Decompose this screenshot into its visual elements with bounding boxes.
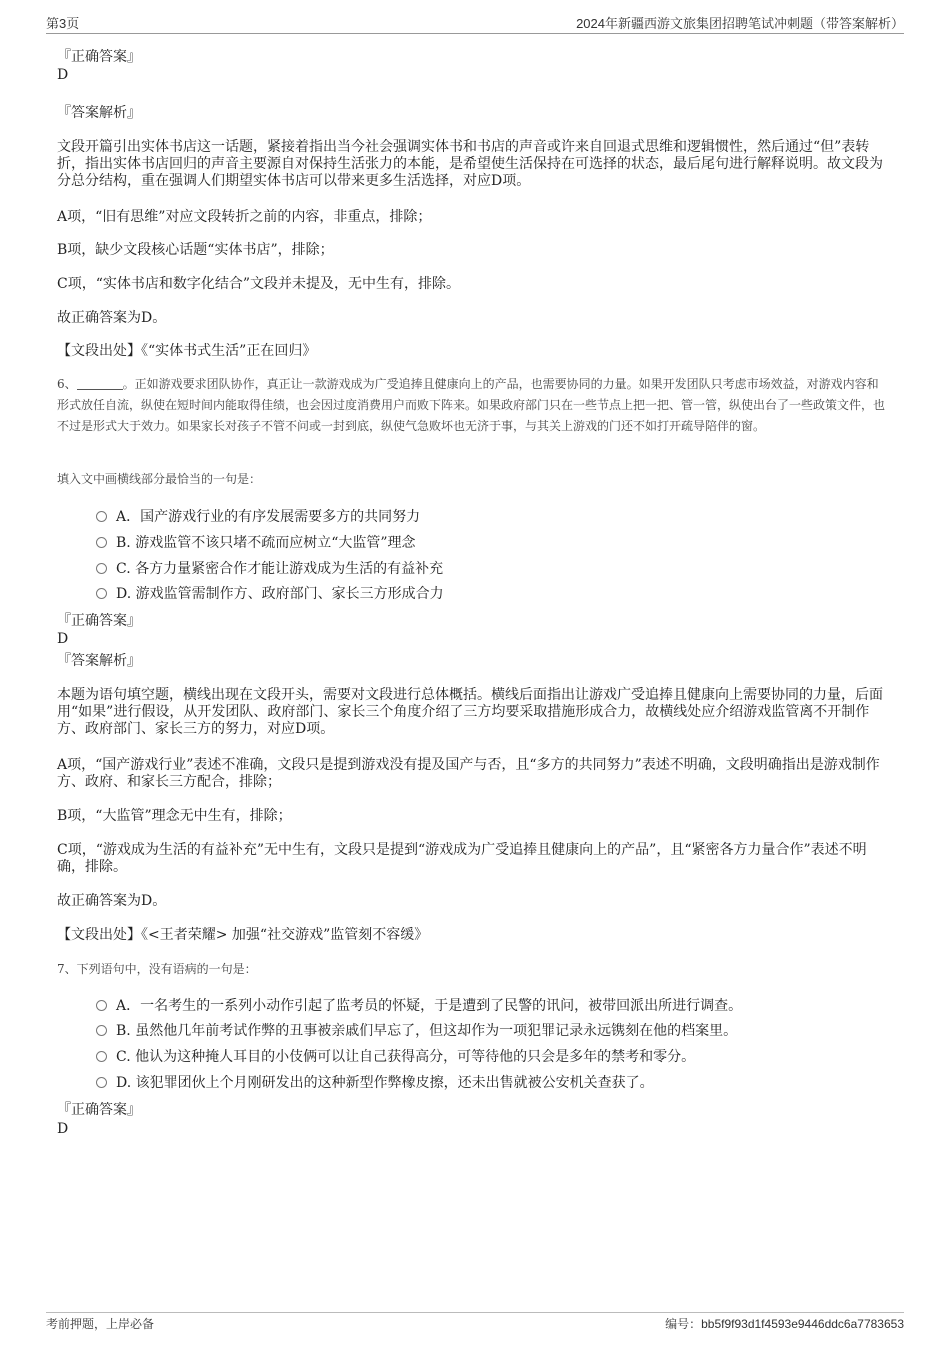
page-footer [46,1312,904,1335]
option-label: D. 该犯罪团伙上个月刚研发出的这种新型作弊橡皮擦，还未出售就被公安机关查获了。 [116,1075,654,1091]
option-label: C. 他认为这种掩人耳目的小伎俩可以让自己获得高分，可等待他的只会是多年的禁考和零分。 [116,1049,696,1065]
question-6-prompt: 填入文中画横线部分最恰当的一句是： [57,472,262,486]
radio-icon[interactable] [96,511,107,522]
option-label: A．一名考生的一系列小动作引起了监考员的怀疑，于是遭到了民警的讯问，被带回派出所进行调查。 [116,998,743,1014]
analysis-label: 『答案解析』 [57,653,141,669]
answer-value: D [57,67,69,83]
footer-slogan: 考前押题，上岸必备 [46,1317,155,1331]
question-text: 。正如游戏要求团队协作，真正让一款游戏成为广受追捧且健康向上的产品，也需要协同的力量。如果开发团队只考虑市场效益，对游戏内容和形式放任自流，纵使在短时间内能取得佳绩，也会因过度消费用户而败下阵来。如果政府部门只在一些节点上把一把、管一管，纵使出台了一些政策文件，也不过是形式大于效力。如果家长对孩子不管不问或一封到底，纵使气急败坏也无济于事，与其关上游戏的门还不如打开疏导陪伴的窗。 [57,377,886,433]
analysis-option-c: C项，“实体书店和数字化结合”文段并未提及，无中生有，排除。 [57,276,461,292]
document-id: 编号：bb5f9f93d1f4593e9446ddc6a7783653 [665,1317,904,1331]
option-b[interactable] [96,534,416,552]
conclusion: 故正确答案为D。 [57,893,167,909]
option-b[interactable] [96,1022,737,1040]
option-d[interactable] [96,1074,654,1092]
option-label: D. 游戏监管需制作方、政府部门、家长三方形成合力 [116,586,444,602]
document-title: 2024年新疆西游文旅集团招聘笔试冲刺题（带答案解析） [576,16,904,31]
option-d[interactable] [96,585,444,603]
fill-blank-line [77,377,123,390]
analysis-option-b: B项，缺少文段核心话题“实体书店”，排除； [57,242,334,258]
analysis-option-c: C项，“游戏成为生活的有益补充”无中生有，文段只是提到“游戏成为广受追捧且健康向上的产品”，且“紧密各方力量合作”表述不明确，排除。 [57,842,867,875]
option-a[interactable] [96,508,420,526]
analysis-option-b: B项，“大监管”理念无中生有，排除； [57,808,292,824]
radio-icon[interactable] [96,1000,107,1011]
radio-icon[interactable] [96,1025,107,1036]
option-a[interactable] [96,997,742,1015]
answer-label: 『正确答案』 [57,613,141,629]
radio-icon[interactable] [96,588,107,599]
radio-icon[interactable] [96,1077,107,1088]
option-c[interactable] [96,1048,695,1066]
analysis-label: 『答案解析』 [57,105,141,121]
radio-icon[interactable] [96,537,107,548]
answer-label: 『正确答案』 [57,49,141,65]
radio-icon[interactable] [96,563,107,574]
question-6-stem [57,374,887,437]
source: 【文段出处】《“实体书式生活”正在回归》 [57,343,317,359]
page-header [46,13,904,34]
option-label: C. 各方力量紧密合作才能让游戏成为生活的有益补充 [116,561,444,577]
answer-value: D [57,1121,69,1137]
source: 【文段出处】《<王者荣耀> 加强“社交游戏”监管刻不容缓》 [57,927,429,943]
option-label: A．国产游戏行业的有序发展需要多方的共同努力 [116,509,421,525]
option-label: B. 游戏监管不该只堵不疏而应树立“大监管”理念 [116,535,416,551]
radio-icon[interactable] [96,1051,107,1062]
analysis-option-a: A项，“国产游戏行业”表述不准确，文段只是提到游戏没有提及国产与否，且“多方的共同努力”表述不明确，文段明确指出是游戏制作方、政府、和家长三方配合，排除； [57,757,880,790]
answer-value: D [57,631,69,647]
analysis-text: 本题为语句填空题，横线出现在文段开头，需要对文段进行总体概括。横线后面指出让游戏广受追捧且健康向上需要协同的力量，后面用“如果”进行假设，从开发团队、政府部门、家长三个角度介绍了三方均要采取措施形成合力，故横线处应介绍游戏监管离不开制作方、政府部门、家长三方的努力，对应D项。 [57,687,883,737]
analysis-option-a: A项，“旧有思维”对应文段转折之前的内容，非重点，排除； [57,209,432,225]
conclusion: 故正确答案为D。 [57,310,167,326]
option-label: B. 虽然他几年前考试作弊的丑事被亲戚们早忘了，但这却作为一项犯罪记录永远镌刻在他的档案里。 [116,1023,738,1039]
question-7-stem: 7、下列语句中，没有语病的一句是： [57,962,257,976]
analysis-text: 文段开篇引出实体书店这一话题，紧接着指出当今社会强调实体书和书店的声音或许来自回退式思维和逻辑惯性，然后通过“但”表转折，指出实体书店回归的声音主要源自对保持生活张力的本能，是希望使生活保持在可选择的状态，最后尾句进行解释说明。故文段为分总分结构，重在强调人们期望实体书店可以带来更多生活选择，对应D项。 [57,139,883,189]
page-number: 第3页 [46,16,80,31]
question-number: 6、 [57,377,77,391]
answer-label: 『正确答案』 [57,1102,141,1118]
option-c[interactable] [96,560,443,578]
